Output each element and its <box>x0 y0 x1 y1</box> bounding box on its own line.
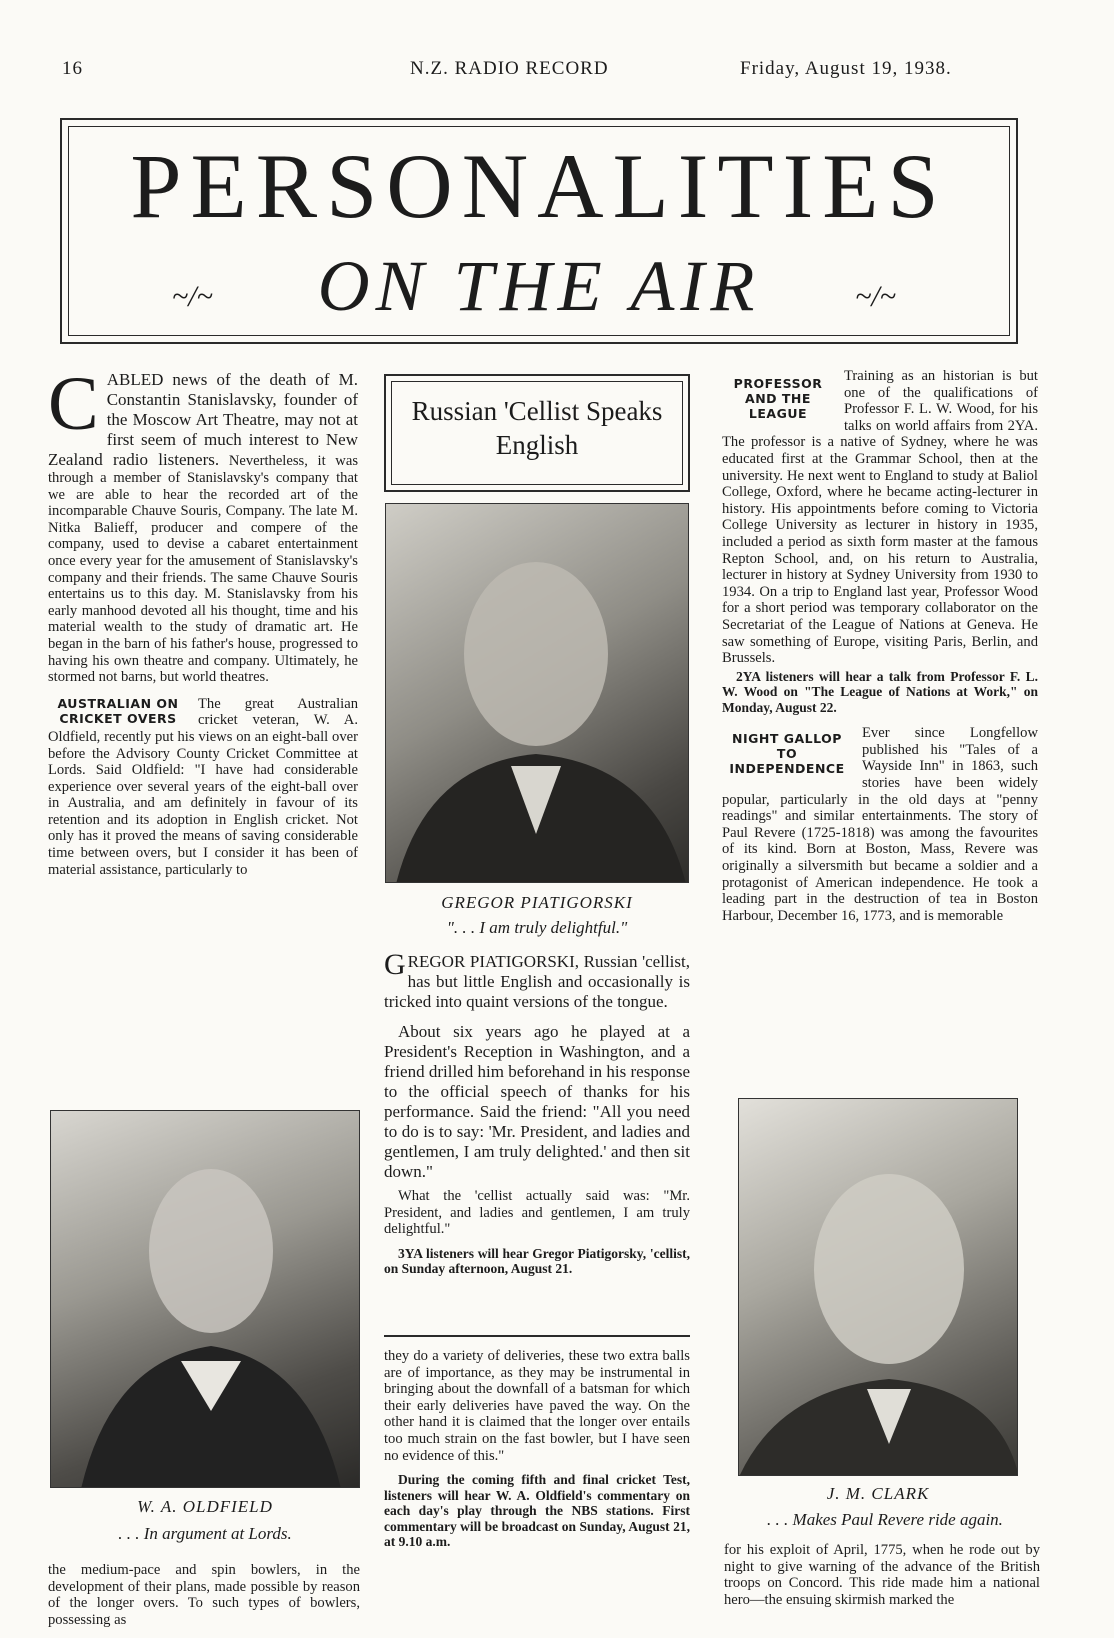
stanislavsky-lead: ABLED news of the death of M. Constantin Stanislavsky, founder of the Moscow Art Theatre, may not at first seem of much interest to New Zealand radio listeners. <box>48 370 358 469</box>
cellist-para3: What the 'cellist actually said was: "Mr. President, and ladies and gentlemen, I am truly delightful." <box>384 1188 690 1238</box>
cellist-headline-box <box>384 374 690 492</box>
portrait-figure-icon <box>739 1099 1018 1476</box>
issue-date: Friday, August 19, 1938. <box>740 58 952 79</box>
cellist-lead: REGOR PIATIGORSKI, Russian 'cellist, has but little English and occasionally is tricked into quaint versions of the tongue. <box>384 952 690 1011</box>
cellist-headline: Russian 'Cellist Speaks English <box>411 396 663 460</box>
oldfield-photo-caption: . . . In argument at Lords. <box>118 1524 292 1543</box>
cellist-broadcast-note: 3YA listeners will hear Gregor Piatigorsky, 'cellist, on Sunday afternoon, August 21. <box>384 1245 690 1277</box>
ornament-left: ~/~ <box>172 280 213 313</box>
title-sub: ON THE AIR <box>317 246 761 326</box>
clark-photo-caption: . . . Makes Paul Revere ride again. <box>767 1510 1003 1529</box>
revere-text: Ever since Longfellow published his "Tales of a Wayside Inn" in 1863, such stories have been widely popular, particularly in the old days at "penny readings" and similar entertainments. The story of Paul Revere (1725-1818) was among the favourites of its kind. Born at Boston, Mass, Revere was originally a silversmith but became a soldier and a protagonist of American independence. He took a leading part in the destruction of tea in Boston Harbour, December 16, 1773, and is memorable <box>722 725 1038 924</box>
revere-continuation: for his exploit of April, 1775, when he rode out by night to give warning of the advance of the British troops on Concord. This ride made him a national hero—the ensuing skirmish marked the <box>724 1542 1040 1608</box>
subhead-professor-league: PROFESSOR AND THE LEAGUE <box>733 376 823 421</box>
cricket-text: The great Australian cricket veteran, W. A. Oldfield, recently put his views on an eight-ball over before the Advisory County Cricket Committee at Lords. Said Oldfield: "I have had considerable experience over several years of the eight-ball over in Australia, and am definitely in favour of its retention and its adoption in English cricket. Not only has it proved the means of saving considerable time between overs, but I consider it has been of material assistance, particularly to <box>48 695 358 878</box>
clark-photo-name: J. M. CLARK <box>826 1484 930 1503</box>
piatigorski-photo <box>385 503 689 883</box>
professor-text: Training as an historian is but one of the qualifications of Professor F. L. W. Wood, for his talks on world affairs from 2YA. The professor is a native of Sydney, where he was educated first at the Grammar School, then at the university. He next went to England to study at Baliol College, Oxford, where he became acting-lecturer in history. His appointments before coming to Victoria College University as lecturer in history in 1935, included a period as sixth form master at the famous Repton School, and, on his return to Australia, lecturer in history at Sydney University from 1930 to 1934. On a trip to England last year, Professor Wood for a short period was temporary collaborator on the Secretariat of the League of Nations at Geneva. He saw something of Europe, visiting Paris, Berlin, and Brussels. <box>722 368 1038 667</box>
right-column <box>722 368 1038 924</box>
oldfield-photo-name: W. A. OLDFIELD <box>137 1497 273 1516</box>
title-banner <box>60 118 1018 344</box>
publication-name: N.Z. RADIO RECORD <box>410 58 609 79</box>
piatigorski-photo-name: GREGOR PIATIGORSKI <box>441 893 633 912</box>
professor-broadcast-note: 2YA listeners will hear a talk from Professor F. L. W. Wood on "The League of Nations at Work," on Monday, August 22. <box>722 668 1038 715</box>
portrait-figure-icon <box>51 1111 360 1488</box>
cricket-continuation-middle: they do a variety of deliveries, these two extra balls are of importance, as they may be instrumental in bringing about the downfall of a batsman for which their early deliveries have paved the way. On the other hand it is claimed that the longer over entails too much strain on the fast bowler, but I have seen no evidence of this." <box>384 1348 690 1464</box>
subhead-cricket-overs: AUSTRALIAN ON CRICKET OVERS <box>57 695 179 726</box>
middle-column-text <box>384 948 690 1277</box>
title-main: PERSONALITIES <box>130 135 948 237</box>
ornament-right: ~/~ <box>855 280 896 313</box>
stanislavsky-body: Nevertheless, it was through a member of Stanislavsky's company that we are able to hear the recorded art of the incomparable Chauve Souris, Company. The late M. Nitka Balieff, producer and compere of the company, used to devise a cabaret entertainment once every year for the amusement of Stanislavsky's company and their friends. The same Chauve Souris entertains us to this day. M. Stanislavsky from his early manhood devoted all his thought, time and his material wealth to the study of dramatic art. He began in the barn of his father's house, progressed to having his own theatre and company. Ultimately, he stormed not barns, but world theatres. <box>48 453 359 686</box>
clark-photo <box>738 1098 1018 1476</box>
column-divider <box>384 1335 690 1337</box>
cricket-broadcast-note: During the coming fifth and final cricket Test, listeners will hear W. A. Oldfield's commentary on each day's play through the NBS stations. First commentary will be broadcast on Sunday, August 21, at 9.10 a.m. <box>384 1472 690 1550</box>
dropcap-c: C <box>48 362 99 446</box>
cricket-continuation: the medium-pace and spin bowlers, in the development of their plans, made possible by reason of the longer overs. To such types of bowlers, possessing as <box>48 1562 360 1628</box>
left-column <box>48 362 359 878</box>
piatigorski-photo-caption: ". . . I am truly delightful." <box>446 918 628 937</box>
middle-lower-text <box>384 1348 690 1550</box>
subhead-night-gallop: NIGHT GALLOP TO INDEPENDENCE <box>729 731 845 777</box>
cellist-para2: About six years ago he played at a President's Reception in Washington, and a friend drilled him beforehand in his response to the official speech of thanks for his performance. Said the friend: "All you need to do is to say: 'Mr. President, and ladies and gentlemen, I am truly delighted.' and then sit down." <box>384 1022 690 1181</box>
oldfield-photo <box>50 1110 360 1488</box>
dropcap-g: G <box>384 948 406 981</box>
page-number: 16 <box>62 58 83 79</box>
portrait-figure-icon <box>386 504 689 883</box>
